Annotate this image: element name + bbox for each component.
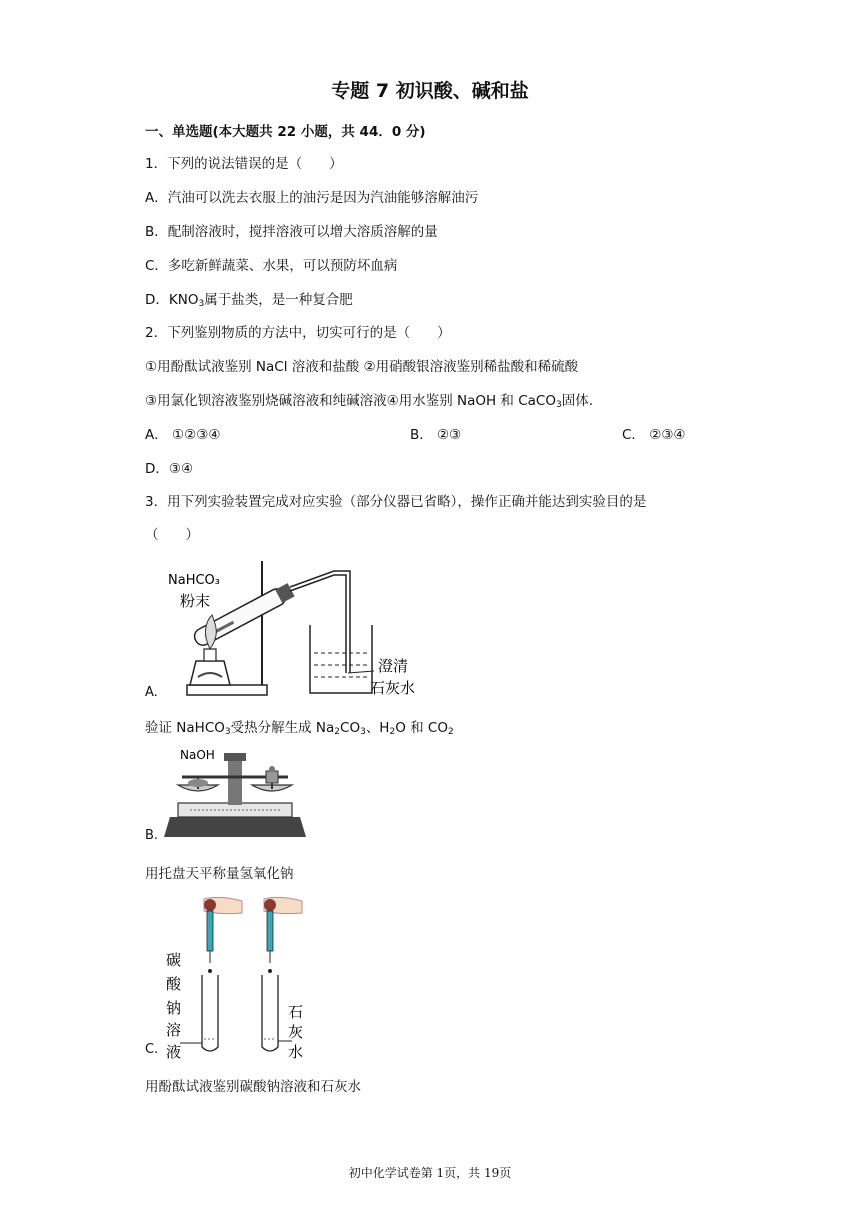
q1-d-subscript: 3 (198, 299, 205, 309)
fig-a-caption-sub: 2 (447, 727, 454, 737)
q2-option-c: C． ②③④ (622, 427, 686, 443)
figure-c-test-tubes (160, 893, 310, 1063)
fig-a-caption-part: 、H (365, 720, 390, 736)
figure-a-powder-formula: NaHCO₃ (168, 573, 220, 588)
figure-c-right-char: 石 (288, 1003, 304, 1021)
q2-statement-1-2: ①用酚酞试液鉴别 NaCl 溶液和盐酸 ②用硝酸银溶液鉴别稀盐酸和稀硫酸 (145, 359, 579, 375)
figure-b-naoh-label: NaOH (180, 748, 215, 762)
q1-d-text-pre: D．KNO (145, 292, 199, 308)
figure-a-limewater-1: 澄清 (378, 657, 409, 675)
q2-option-a: A． ①②③④ (145, 427, 221, 443)
fig-a-caption-sub: 2 (334, 727, 341, 737)
figure-b-balance (160, 745, 310, 843)
q1-option-a: A．汽油可以洗去衣服上的油污是因为汽油能够溶解油污 (145, 190, 479, 206)
q2-line2-post: 固体. (561, 393, 594, 409)
page-footer: 初中化学试卷第 1页，共 19页 (348, 1166, 512, 1180)
fig-a-caption-sub: 3 (224, 727, 231, 737)
figure-c-left-char: 酸 (166, 975, 182, 993)
q2-line2-pre: ③用氯化钡溶液鉴别烧碱溶液和纯碱溶液④用水鉴别 NaOH 和 CaCO (145, 393, 556, 409)
q1-option-c: C．多吃新鲜蔬菜、水果，可以预防坏血病 (145, 258, 398, 274)
figure-c-left-char: 液 (166, 1043, 182, 1061)
figure-b-caption: 用托盘天平称量氢氧化钠 (145, 866, 294, 882)
figure-c-left-char: 钠 (166, 999, 182, 1017)
q1-stem: 1．下列的说法错误的是（ ） (145, 156, 343, 172)
figure-c-right-char: 灰 (288, 1023, 304, 1041)
q1-option-b: B．配制溶液时，搅拌溶液可以增大溶质溶解的量 (145, 224, 438, 240)
figure-c-label: C. (145, 1042, 159, 1057)
q2-statement-3-4 (145, 389, 593, 410)
page-title: 专题 7 初识酸、碱和盐 (331, 80, 529, 102)
figure-c-left-char: 溶 (166, 1021, 182, 1039)
q1-d-text-post: 属于盐类，是一种复合肥 (204, 292, 353, 308)
fig-a-caption-part: 受热分解生成 Na (230, 720, 335, 736)
figure-c-left-char: 碳 (166, 951, 182, 969)
q2-stem: 2．下列鉴别物质的方法中，切实可行的是（ ） (145, 325, 451, 341)
q2-option-b: B． ②③ (410, 427, 462, 443)
figure-a-caption (145, 716, 454, 737)
q2-option-d: D．③④ (145, 461, 194, 477)
fig-a-caption-sub: 3 (360, 727, 366, 737)
fig-a-caption-part: CO (340, 720, 361, 736)
q2-line2-subscript: 3 (555, 400, 562, 410)
section-heading: 一、单选题(本大题共 22 小题，共 44．0 分) (145, 124, 426, 140)
figure-a-apparatus (162, 553, 432, 701)
figure-b-label: B. (145, 828, 159, 843)
q3-stem-continued: （ ） (145, 527, 199, 543)
fig-a-caption-part: O 和 CO (395, 720, 448, 736)
figure-a-limewater-2: 石灰水 (370, 679, 416, 697)
fig-a-caption-part: 验证 NaHCO (145, 720, 225, 736)
q1-option-d (145, 288, 353, 309)
fig-a-caption-sub: 2 (389, 727, 396, 737)
figure-a-powder-word: 粉末 (180, 592, 211, 610)
figure-a-label: A. (145, 685, 158, 700)
q3-stem: 3．用下列实验装置完成对应实验（部分仪器已省略），操作正确并能达到实验目的是 (145, 494, 647, 510)
figure-c-caption: 用酚酞试液鉴别碳酸钠溶液和石灰水 (145, 1079, 361, 1095)
figure-c-right-char: 水 (288, 1043, 304, 1061)
